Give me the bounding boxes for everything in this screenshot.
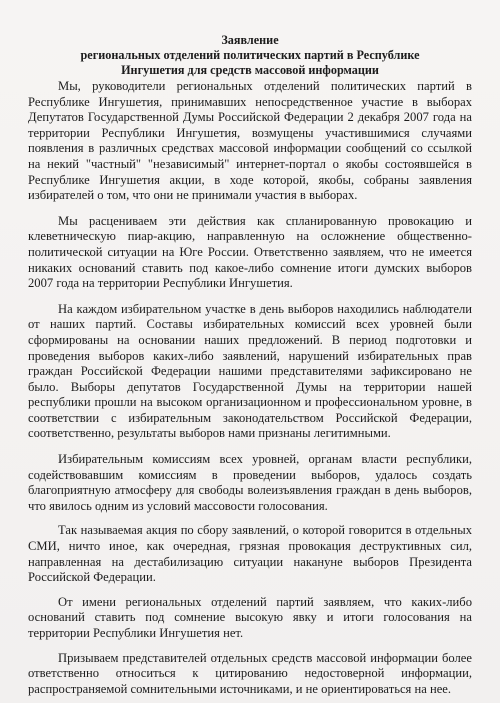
- paragraph-5: Так называемая акция по сбору заявлений, о которой говорится в отдельных СМИ, ничто иное, как очередная, грязная провокация деструктивных сил, направленная на дестабилизацию ситуации накануне выборов Президента Российской Федерации.: [28, 523, 472, 585]
- title-line: Заявление: [221, 33, 279, 47]
- title-line: региональных отделений политических партий в Республике: [80, 48, 420, 62]
- paragraph-2: Мы расцениваем эти действия как спланированную провокацию и клеветническую пиар-акцию, направленную на осложнение общественно-политической ситуации на Юге России. Ответственно заявляем, что не имеется никаких оснований ставить под какое-либо сомнение итоги думских выборов 2007 года на территории Республики Ингушетия.: [28, 213, 472, 291]
- document-title: [28, 33, 472, 78]
- title-line: Ингушетия для средств массовой информации: [121, 63, 379, 77]
- paragraph-6: От имени региональных отделений партий заявляем, что каких-либо оснований ставить под сомнение высокую явку и итоги голосования на территории Республики Ингушетия нет.: [28, 594, 472, 640]
- paragraph-1: Мы, руководители региональных отделений политических партий в Республике Ингушетия, принимавших непосредственное участие в выборах Депутатов Государственной Думы Российской Федерации 2 декабря 2007 года на территории Республики Ингушетия, возмущены участившимися случаями появления в различных средствах массовой информации сообщений со ссылкой на некий "частный" "независимый" интернет-портал о якобы состоявшейся в Республике Ингушетия акции, в ходе которой, якобы, собраны заявления избирателей о том, что они не принимали участия в выборах.: [28, 79, 472, 203]
- document-body: [28, 79, 472, 697]
- paragraph-3: На каждом избирательном участке в день выборов находились наблюдатели от наших партий. Составы избирательных комиссий всех уровней были сформированы на основании наших предложений. В период подготовки и проведения выборов каких-либо заявлений, нарушений избирательных прав граждан Российской Федерации нашими представителями зафиксировано не было. Выборы депутатов Государственной Думы на территории нашей республики прошли на высоком организационном и профессиональном уровне, в соответствии с избирательным законодательством Российской Федерации, соответственно, результаты выборов нами признаны легитимными.: [28, 301, 472, 441]
- paragraph-4: Избирательным комиссиям всех уровней, органам власти республики, содействовавшим комиссиям в проведении выборов, удалось создать благоприятную атмосферу для свободы волеизъявления граждан в день выборов, что явилось одним из условий массовости голосования.: [28, 452, 472, 513]
- paragraph-7: Призываем представителей отдельных средств массовой информации более ответственно относиться к цитированию недостоверной информации, распространяемой сомнительными источниками, и не ориентироваться на нее.: [28, 650, 472, 696]
